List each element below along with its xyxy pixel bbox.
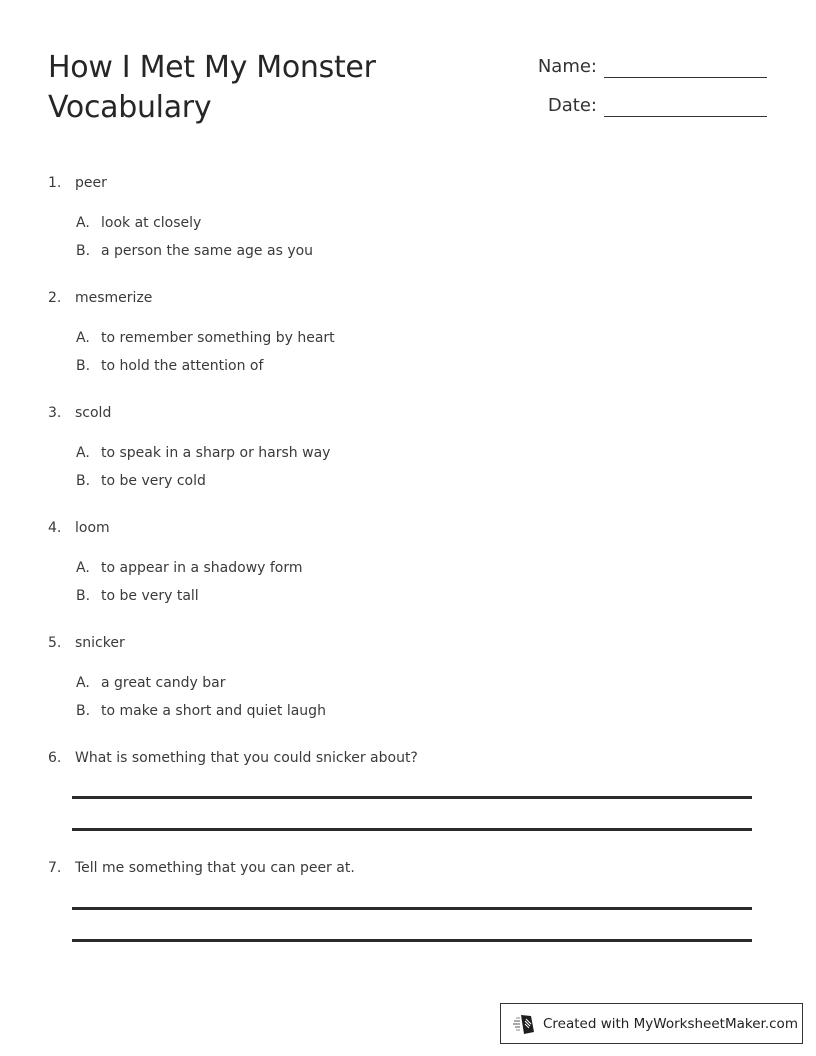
question-number: 1.: [48, 175, 62, 191]
option-text: to speak in a sharp or harsh way: [101, 445, 331, 461]
option-4a[interactable]: [76, 558, 303, 578]
option-1a[interactable]: [76, 213, 201, 233]
option-text: to appear in a shadowy form: [101, 560, 303, 576]
question-number: 7.: [48, 860, 62, 876]
option-letter: A.: [76, 675, 90, 691]
question-number: 2.: [48, 290, 62, 306]
question-number: 3.: [48, 405, 62, 421]
option-2b[interactable]: [76, 356, 263, 376]
option-text: to be very cold: [101, 473, 206, 489]
worksheet-title: [48, 48, 488, 128]
option-4b[interactable]: [76, 586, 199, 606]
question-text: loom: [75, 520, 110, 536]
option-text: to make a short and quiet laugh: [101, 703, 326, 719]
option-text: to hold the attention of: [101, 358, 264, 374]
question-6: [48, 748, 418, 768]
question-7: [48, 858, 355, 878]
name-field: [507, 54, 767, 78]
option-text: a person the same age as you: [101, 243, 314, 259]
date-input-line[interactable]: [604, 96, 767, 117]
option-letter: A.: [76, 330, 90, 346]
name-label: Name:: [537, 56, 597, 77]
option-letter: B.: [76, 588, 91, 604]
option-5b[interactable]: [76, 701, 326, 721]
answer-line-7-1[interactable]: [72, 907, 752, 910]
title-line-2: Vocabulary: [48, 90, 212, 125]
question-5: [48, 633, 125, 653]
question-1: [48, 173, 107, 193]
question-number: 4.: [48, 520, 62, 536]
question-number: 6.: [48, 750, 62, 766]
question-text: What is something that you could snicker about?: [75, 750, 418, 766]
option-text: a great candy bar: [101, 675, 226, 691]
question-number: 5.: [48, 635, 62, 651]
question-2: [48, 288, 152, 308]
option-3a[interactable]: [76, 443, 330, 463]
answer-line-7-2[interactable]: [72, 939, 752, 942]
option-1b[interactable]: [76, 241, 313, 261]
footer-credit[interactable]: [500, 1003, 803, 1044]
option-5a[interactable]: [76, 673, 226, 693]
option-text: to be very tall: [101, 588, 199, 604]
worksheet-maker-logo-icon: [513, 1013, 537, 1035]
option-3b[interactable]: [76, 471, 206, 491]
date-field: [507, 93, 767, 117]
answer-line-6-1[interactable]: [72, 796, 752, 799]
option-letter: A.: [76, 560, 90, 576]
question-text: peer: [75, 175, 107, 191]
footer-text: Created with MyWorksheetMaker.com: [543, 1015, 798, 1032]
option-letter: B.: [76, 473, 91, 489]
question-4: [48, 518, 110, 538]
answer-line-6-2[interactable]: [72, 828, 752, 831]
option-letter: B.: [76, 358, 91, 374]
question-text: scold: [75, 405, 112, 421]
question-text: mesmerize: [75, 290, 153, 306]
name-input-line[interactable]: [604, 57, 767, 78]
option-letter: A.: [76, 445, 90, 461]
option-letter: B.: [76, 703, 91, 719]
title-line-1: How I Met My Monster: [48, 50, 376, 85]
option-text: look at closely: [101, 215, 202, 231]
option-text: to remember something by heart: [101, 330, 335, 346]
option-2a[interactable]: [76, 328, 335, 348]
option-letter: B.: [76, 243, 91, 259]
question-text: snicker: [75, 635, 125, 651]
question-text: Tell me something that you can peer at.: [75, 860, 355, 876]
date-label: Date:: [547, 95, 597, 116]
option-letter: A.: [76, 215, 90, 231]
question-3: [48, 403, 111, 423]
